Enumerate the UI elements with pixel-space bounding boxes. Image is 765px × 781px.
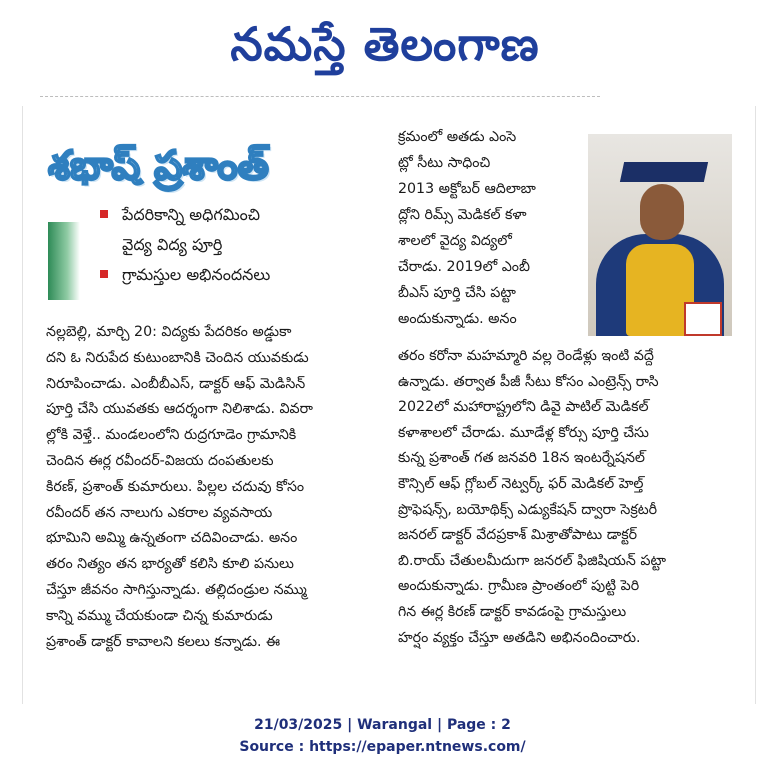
article-headline: శభాష్ ప్రశాంత్: [48, 143, 269, 189]
edition-info: 21/03/2025 | Warangal | Page : 2: [254, 717, 511, 733]
body-text-line: ల్లోకి వెళ్తే.. మండలంలోని రుద్రగూడెం గ్రామానికి: [46, 427, 297, 444]
subheadline-bullets: [96, 200, 386, 290]
body-text-line: భూమిని అమ్మి ఉన్నతంగా చదివించాడు. అనం: [46, 530, 298, 547]
bullet-text-continued: వైద్య విద్య పూర్తి: [122, 235, 223, 254]
epaper-footer: [0, 714, 765, 758]
certificate: [684, 302, 722, 336]
graduate-photo: [588, 134, 732, 336]
body-text-line: 2013 అక్టోబర్ ఆదిలాబా: [398, 181, 536, 197]
article-body-right-column-bottom: [398, 344, 742, 651]
body-text-line: కౌన్సిల్ ఆఫ్ గ్లోబల్ నెట్వర్క్ ఫర్ మెడికల్ హెల్త్: [398, 475, 644, 492]
body-text-line: చేస్తూ జీవనం సాగిస్తున్నాడు. తల్లిదండ్రుల నమ్ము: [46, 581, 307, 598]
body-text-line: జనరల్ డాక్టర్ వేదప్రకాశ్ మిశ్రాతోపాటు డాక్టర్: [398, 527, 638, 544]
body-text-line: నిరూపించాడు. ఎంబీబీఎస్, డాక్టర్ ఆఫ్ మెడిసిన్: [46, 375, 306, 392]
body-text-line: ద్లోని రిమ్స్ మెడికల్ కళా: [398, 207, 527, 223]
body-text-line: అందుకున్నాడు. అనం: [398, 311, 517, 327]
body-text-line: తరం నిత్యం తన భార్యతో కలిసి కూలి పనులు: [46, 556, 294, 573]
body-text-line: శాలలో వైద్య విద్యలో: [398, 233, 512, 249]
body-text-line: ప్రశాంత్ డాక్టర్ కావాలని కలలు కన్నాడు. ఈ: [46, 633, 281, 650]
body-text-line: బీఎస్ పూర్తి చేసి పట్టా: [398, 285, 516, 301]
body-text-line: క్రమంలో అతడు ఎంసె: [398, 129, 517, 145]
masthead: [0, 0, 765, 92]
body-text-line: కున్న ప్రశాంత్ గత జనవరి 18న ఇంటర్నేషనల్: [398, 450, 645, 467]
newspaper-logo: నమస్తే తెలంగాణ: [230, 17, 540, 71]
bullet-text: గ్రామస్తుల అభినందనలు: [122, 265, 271, 284]
body-text-line: పూర్తి చేసి యువతకు ఆదర్శంగా నిలిశాడు. వివరా: [46, 401, 313, 418]
body-text-line: కళాశాలలో చేరాడు. మూడేళ్ల కోర్సు పూర్తి చేసు: [398, 424, 649, 441]
source-link[interactable]: Source : https://epaper.ntnews.com/: [239, 739, 526, 755]
decorative-color-bar: [48, 222, 80, 300]
body-text-line: నల్లబెల్లి, మార్చి 20: విద్యకు పేదరికం అడ్డుకా: [46, 324, 292, 340]
portrait-face: [640, 184, 684, 240]
article-body-left-column: [46, 320, 364, 655]
body-text-line: గిన ఈర్ల కిరణ్ డాక్టర్ కావడంపై గ్రామస్తులు: [398, 603, 627, 620]
body-text-line: 2022లో మహారాష్ట్రలోని డివై పాటిల్ మెడికల్: [398, 399, 649, 416]
body-text-line: ట్లో సీటు సాధించి: [398, 155, 491, 171]
body-text-line: తరం కరోనా మహమ్మారి వల్ల రెండేళ్లు ఇంటి వద్దే: [398, 348, 654, 364]
body-text-line: అందుకున్నాడు. గ్రామీణ ప్రాంతంలో పుట్టి పెరి: [398, 578, 640, 595]
body-text-line: చేరాడు. 2019లో ఎంబీ: [398, 259, 530, 275]
body-text-line: దని ఓ నిరుపేద కుటుంబానికి చెందిన యువకుడు: [46, 349, 309, 366]
body-text-line: కిరణ్, ప్రశాంత్ కుమారులు. పిల్లల చదువు కోసం: [46, 478, 305, 495]
body-text-line: బి.రాయ్ చేతులమీదుగా జనరల్ ఫిజిషియన్ పట్టా: [398, 552, 666, 569]
body-text-line: రవీందర్ తన నాలుగు ఎకరాల వ్యవసాయ: [46, 504, 273, 521]
article-body-right-column-top: [398, 124, 584, 332]
body-text-line: చెందిన ఈర్ల రవీందర్-విజయ దంపతులకు: [46, 452, 274, 469]
body-text-line: కాన్ని వమ్ము చేయకుండా చిన్న కుమారుడు: [46, 607, 273, 624]
body-text-line: ఉన్నాడు. తర్వాత పీజీ సీటు కోసం ఎంట్రెన్స్ రాసి: [398, 373, 659, 390]
bullet-square-icon: [100, 210, 108, 218]
graduation-cap-icon: [620, 162, 708, 182]
bullet-square-icon: [100, 270, 108, 278]
bullet-item: [96, 200, 386, 230]
body-text-line: హర్షం వ్యక్తం చేస్తూ అతడిని అభినందించారు.: [398, 629, 641, 646]
body-text-line: ప్రొఫెషన్స్, బయోథిక్స్ ఎడ్యుకేషన్ ద్వారా సెక్రటరీ: [398, 501, 658, 518]
bullet-item: [96, 260, 386, 290]
bullet-text: పేదరికాన్ని అధిగమించి: [122, 205, 261, 224]
